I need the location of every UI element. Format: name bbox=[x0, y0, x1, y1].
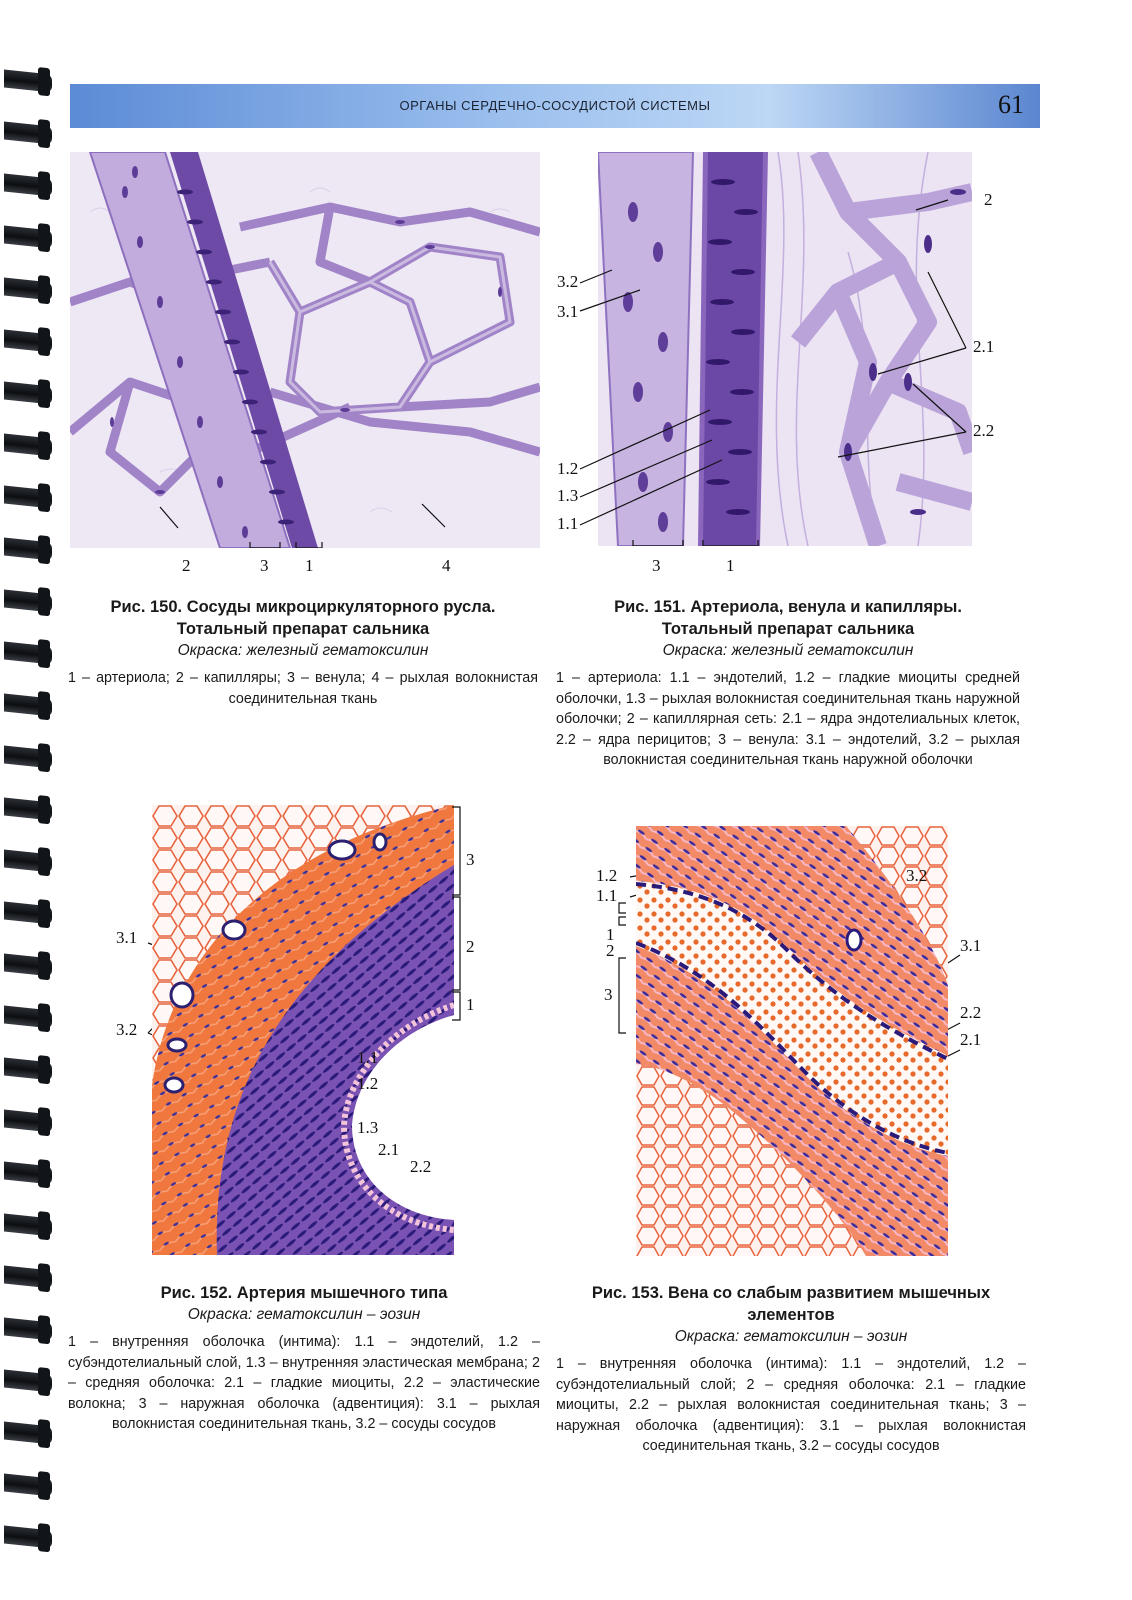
figure-152-caption bbox=[68, 1282, 540, 1435]
fig153-label-2-1: 2.1 bbox=[960, 1030, 982, 1049]
fig152-title-1: Рис. 152. Артерия мышечного типа bbox=[160, 1284, 448, 1302]
fig151-label-1-1: 1.1 bbox=[557, 514, 579, 533]
fig153-stain: Окраска: гематоксилин – эозин bbox=[674, 1328, 908, 1345]
fig153-description: 1 – внутренняя оболочка (интима): 1.1 – эндотелий, 1.2 – субэндотелиальный слой; 2 – средняя оболочка: 2.1 – гладкие миоциты, 2.2 – рыхлая волокнистая соединительная ткань; 3 – наружная оболочка (адвентиция): 3.1 – рыхлая волокнистая соединительная ткань, 3.2 – сосуды сосудов bbox=[556, 1356, 1026, 1454]
figure-150-caption bbox=[68, 596, 538, 709]
fig152-stain: Окраска: гематоксилин – эозин bbox=[187, 1306, 421, 1323]
fig153-label-1: 1 bbox=[606, 925, 615, 944]
figure-153-caption bbox=[556, 1282, 1026, 1457]
fig152-label-2-1: 2.1 bbox=[378, 1140, 400, 1159]
fig152-label-1: 1 bbox=[466, 995, 475, 1014]
fig152-label-1-1: 1.1 bbox=[357, 1048, 379, 1067]
fig150-description: 1 – артериола; 2 – капилляры; 3 – венула; 4 – рыхлая волокнистая соединительная ткань bbox=[68, 670, 538, 707]
fig151-description: 1 – артериола: 1.1 – эндотелий, 1.2 – гладкие миоциты средней оболочки, 1.3 – рыхлая волокнистая соединительная ткань наружной оболочки; 2 – капиллярная сеть: 2.1 – ядра эндотелиальных клеток, 2.2 – ядра перицитов; 3 – венула: 3.1 – эндотелий, 3.2 – рыхлая волокнистая соединительная ткань наружной оболочки bbox=[556, 670, 1020, 768]
fig151-label-3-1: 3.1 bbox=[557, 302, 579, 321]
fig153-label-3-2: 3.2 bbox=[906, 866, 928, 885]
fig153-title-2: элементов bbox=[747, 1306, 835, 1324]
fig151-label-3-2: 3.2 bbox=[557, 272, 579, 291]
fig153-label-2-2: 2.2 bbox=[960, 1003, 982, 1022]
fig153-label-3: 3 bbox=[604, 985, 613, 1004]
figure-153-image bbox=[636, 826, 948, 1256]
fig151-label-1: 1 bbox=[726, 556, 735, 575]
fig150-label-1: 1 bbox=[305, 556, 314, 575]
fig152-label-1-3: 1.3 bbox=[357, 1118, 379, 1137]
fig152-label-3: 3 bbox=[466, 850, 475, 869]
fig151-label-1-2: 1.2 bbox=[557, 459, 579, 478]
fig152-label-2: 2 bbox=[466, 937, 475, 956]
fig150-title-2: Тотальный препарат сальника bbox=[176, 620, 430, 638]
fig151-title-2: Тотальный препарат сальника bbox=[661, 620, 915, 638]
chapter-header bbox=[70, 84, 1040, 128]
fig153-label-1-2: 1.2 bbox=[596, 866, 618, 885]
fig151-label-2-2: 2.2 bbox=[973, 421, 995, 440]
fig152-label-3-2: 3.2 bbox=[116, 1020, 138, 1039]
fig150-label-2: 2 bbox=[182, 556, 191, 575]
figure-150-image bbox=[70, 152, 540, 548]
fig150-label-4: 4 bbox=[442, 556, 451, 575]
fig151-title-1: Рис. 151. Артериола, венула и капилляры. bbox=[614, 598, 962, 616]
fig152-label-3-1: 3.1 bbox=[116, 928, 138, 947]
fig151-label-2: 2 bbox=[984, 190, 993, 209]
fig150-label-3: 3 bbox=[260, 556, 269, 575]
fig151-label-3: 3 bbox=[652, 556, 661, 575]
chapter-title: ОРГАНЫ СЕРДЕЧНО-СОСУДИСТОЙ СИСТЕМЫ bbox=[399, 98, 711, 113]
spiral-binding bbox=[0, 0, 60, 1600]
fig151-label-1-3: 1.3 bbox=[557, 486, 579, 505]
fig150-title-1: Рис. 150. Сосуды микроциркуляторного русла. bbox=[110, 598, 496, 616]
fig152-description: 1 – внутренняя оболочка (интима): 1.1 – эндотелий, 1.2 – субэндотелиальный слой, 1.3 – внутренняя эластическая мембрана; 2 – средняя оболочка: 2.1 – гладкие миоциты, 2.2 – эластические волокна; 3 – наружная оболочка (адвентиция): 3.1 – рыхлая волокнистая соединительная ткань, 3.2 – сосуды сосудов bbox=[68, 1334, 540, 1432]
fig152-label-2-2: 2.2 bbox=[410, 1157, 432, 1176]
figure-152-image bbox=[152, 805, 454, 1255]
fig150-stain: Окраска: железный гематоксилин bbox=[177, 642, 429, 659]
figure-151-image bbox=[598, 152, 972, 546]
figure-151-caption bbox=[556, 596, 1020, 771]
fig153-title-1: Рис. 153. Вена со слабым развитием мышечных bbox=[591, 1284, 991, 1302]
fig151-label-2-1: 2.1 bbox=[973, 337, 995, 356]
fig152-label-1-2: 1.2 bbox=[357, 1074, 379, 1093]
fig153-label-2: 2 bbox=[606, 941, 615, 960]
fig151-stain: Окраска: железный гематоксилин bbox=[662, 642, 914, 659]
fig153-label-1-1: 1.1 bbox=[596, 886, 618, 905]
page-number: 61 bbox=[998, 90, 1024, 119]
fig153-label-3-1: 3.1 bbox=[960, 936, 982, 955]
